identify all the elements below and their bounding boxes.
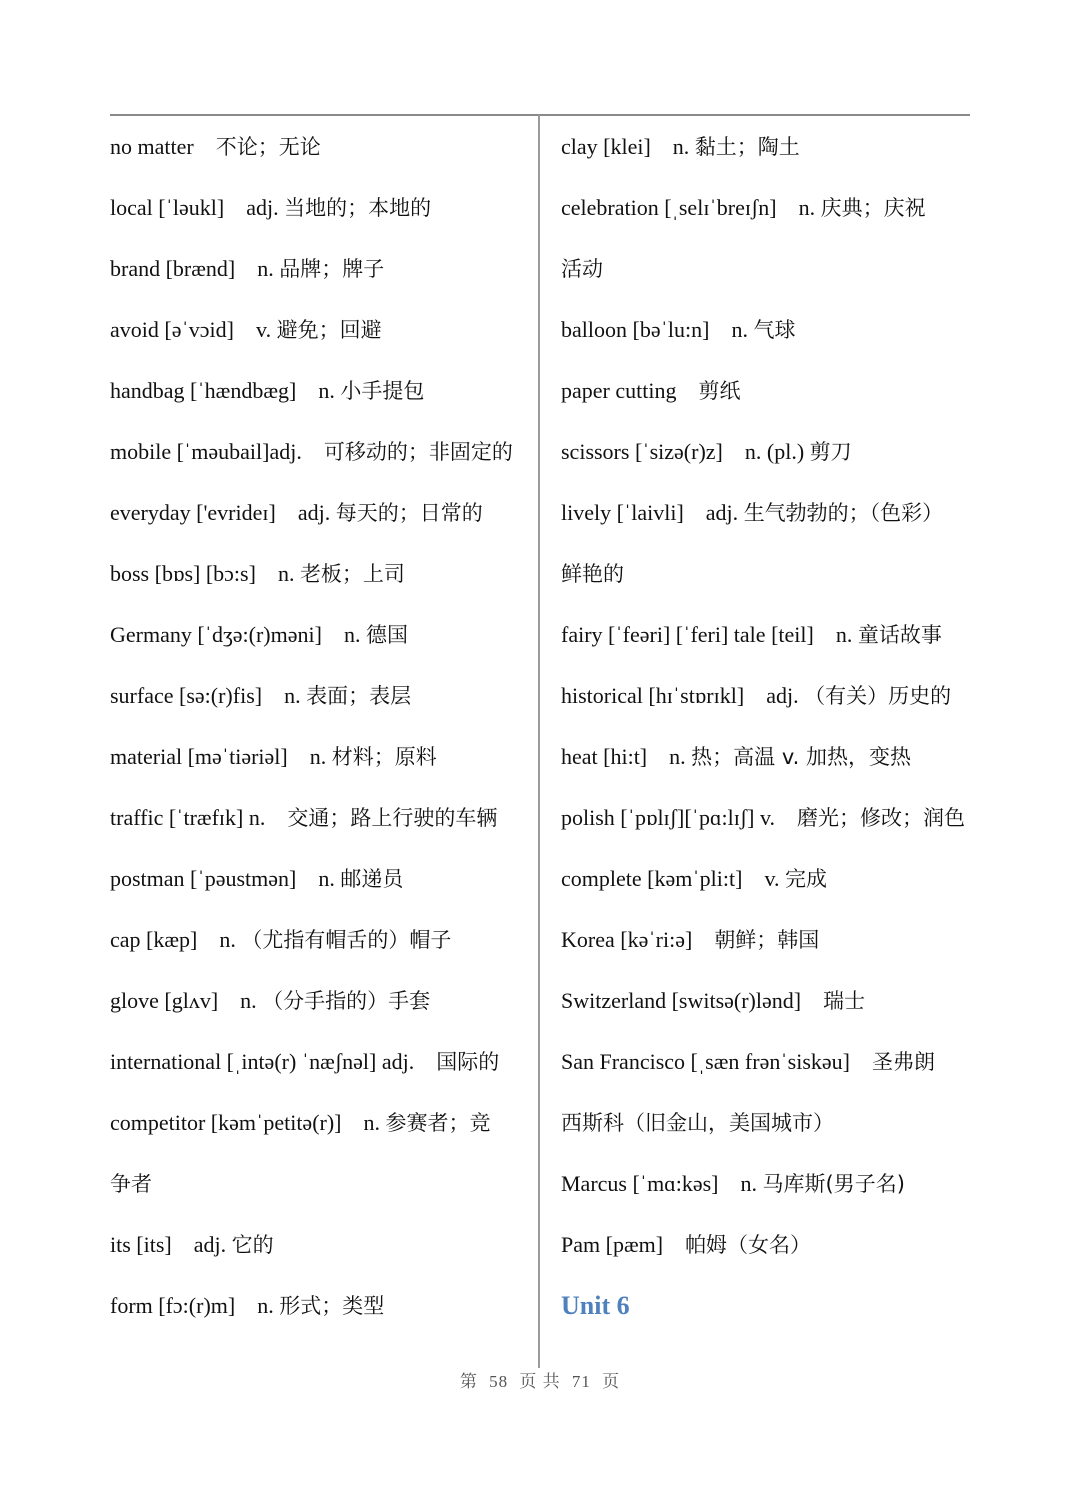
entry-word: scissors [ˈsizə(r)z] xyxy=(561,439,723,464)
entry-meaning: 瑞士 xyxy=(823,989,866,1013)
vocab-entry xyxy=(110,732,530,793)
part-of-speech: adj. xyxy=(193,1232,227,1257)
entry-word: cap [kæp] xyxy=(110,927,198,952)
vocab-entry xyxy=(561,915,976,976)
entry-word: international [ˌintə(r) ˈnæʃnəl] adj. xyxy=(110,1049,415,1074)
vocab-entry xyxy=(561,1037,976,1098)
entry-meaning: 每天的；日常的 xyxy=(335,501,483,525)
top-rule xyxy=(110,114,970,116)
part-of-speech: adj. xyxy=(766,683,799,708)
entry-word: brand [brænd] xyxy=(110,256,236,281)
part-of-speech: n. xyxy=(284,683,301,708)
vocab-entry xyxy=(561,1220,976,1281)
entry-meaning: （有关）历史的 xyxy=(804,684,952,708)
part-of-speech: n. xyxy=(240,988,257,1013)
entry-meaning: 交通；路上行驶的车辆 xyxy=(287,806,498,830)
entry-meaning: 完成 xyxy=(785,867,828,891)
entry-word: no matter xyxy=(110,134,194,159)
part-of-speech: n. xyxy=(277,561,295,586)
entry-meaning: （尤指有帽舌的）帽子 xyxy=(241,928,452,952)
entry-meaning: 帕姆（女名） xyxy=(685,1233,812,1257)
vocab-entry xyxy=(110,1098,530,1159)
entry-word: everyday ['evrideɪ] xyxy=(110,500,276,525)
entry-word: complete [kəmˈpli:t] xyxy=(561,866,743,891)
entry-word: Switzerland [switsə(r)lənd] xyxy=(561,988,802,1013)
vocab-entry xyxy=(110,488,530,549)
entry-meaning: 邮递员 xyxy=(340,867,404,891)
entry-meaning: 活动 xyxy=(561,257,603,281)
entry-word: Germany [ˈdʒə:(r)məni] xyxy=(110,622,322,647)
entry-word: form [fɔ:(r)m] xyxy=(110,1293,236,1318)
vocab-entry xyxy=(561,305,976,366)
entry-word: material [məˈtiəriəl] xyxy=(110,744,288,769)
entry-meaning: 圣弗朗 xyxy=(872,1050,935,1074)
part-of-speech: n. xyxy=(343,622,361,647)
part-of-speech: n. xyxy=(309,744,327,769)
vocab-entry xyxy=(110,1220,530,1281)
left-column xyxy=(110,122,530,1342)
vocab-entry xyxy=(561,1159,976,1220)
part-of-speech: n. xyxy=(219,927,236,952)
entry-meaning: 表面；表层 xyxy=(306,684,412,708)
part-of-speech: adj. xyxy=(246,195,279,220)
entry-meaning: 小手提包 xyxy=(340,379,425,403)
vocab-entry xyxy=(110,793,530,854)
part-of-speech: n. xyxy=(669,744,686,769)
vocab-entry xyxy=(110,1159,530,1220)
entry-meaning: 可移动的；非固定的 xyxy=(323,440,513,464)
part-of-speech: n. xyxy=(740,1171,758,1196)
vocab-entry xyxy=(561,793,976,854)
entry-meaning: 剪纸 xyxy=(698,379,741,403)
entry-meaning: 德国 xyxy=(365,623,408,647)
current-page: 58 xyxy=(489,1372,509,1391)
entry-meaning: 磨光；修改；润色 xyxy=(797,806,966,830)
part-of-speech: v. xyxy=(764,866,780,891)
page-footer xyxy=(0,1368,1080,1396)
vocab-entry xyxy=(561,427,976,488)
vocab-entry xyxy=(561,488,976,549)
entry-word: Korea [kəˈri:ə] xyxy=(561,927,693,952)
entry-word: traffic [ˈtræfɪk] n. xyxy=(110,805,266,830)
entry-meaning: 当地的；本地的 xyxy=(284,196,432,220)
vocab-entry xyxy=(110,549,530,610)
footer-suffix: 页 xyxy=(602,1372,621,1391)
entry-word: mobile [ˈməubail]adj. xyxy=(110,439,302,464)
total-pages: 71 xyxy=(571,1372,591,1391)
entry-word: polish [ˈpɒlɪʃ][ˈpɑ:lɪʃ] v. xyxy=(561,805,776,830)
entry-word: heat [hi:t] xyxy=(561,744,648,769)
vocab-entry xyxy=(561,244,976,305)
entry-meaning: 鲜艳的 xyxy=(561,562,624,586)
part-of-speech: v. xyxy=(256,317,272,342)
part-of-speech: n. xyxy=(798,195,816,220)
part-of-speech: n. xyxy=(257,256,274,281)
entry-word: celebration [ˌselɪˈbreɪʃn] xyxy=(561,195,777,220)
footer-mid: 页 共 xyxy=(519,1372,561,1391)
entry-meaning: 马库斯(男子名) xyxy=(762,1172,905,1196)
vocab-entry xyxy=(561,366,976,427)
vocab-entry xyxy=(110,122,530,183)
entry-meaning: 形式；类型 xyxy=(279,1294,385,1318)
entry-word: Pam [pæm] xyxy=(561,1232,664,1257)
entry-word: balloon [bəˈlu:n] xyxy=(561,317,710,342)
vocab-entry xyxy=(110,244,530,305)
vocab-entry xyxy=(110,976,530,1037)
part-of-speech: n. xyxy=(318,866,335,891)
vocab-entry xyxy=(110,305,530,366)
entry-word: competitor [kəmˈpetitə(r)] xyxy=(110,1110,342,1135)
entry-word: lively [ˈlaivli] xyxy=(561,500,684,525)
entry-word: handbag [ˈhændbæg] xyxy=(110,378,297,403)
entry-meaning: 童话故事 xyxy=(857,623,942,647)
entry-meaning: 庆典；庆祝 xyxy=(820,196,926,220)
vocab-entry xyxy=(561,854,976,915)
vocab-entry xyxy=(561,610,976,671)
vocab-entry xyxy=(561,122,976,183)
entry-word: paper cutting xyxy=(561,378,677,403)
entry-word: its [its] xyxy=(110,1232,172,1257)
entry-meaning: 品牌；牌子 xyxy=(279,257,385,281)
vocab-entry xyxy=(561,1098,976,1159)
footer-prefix: 第 xyxy=(459,1372,478,1391)
entry-word: glove [glʌv] xyxy=(110,988,219,1013)
entry-word: historical [hɪˈstɒrɪkl] xyxy=(561,683,745,708)
vocab-entry xyxy=(561,976,976,1037)
right-column xyxy=(561,122,976,1342)
entry-word: surface [sə:(r)fis] xyxy=(110,683,263,708)
vocab-entry xyxy=(110,366,530,427)
entry-meaning: 材料；原料 xyxy=(331,745,437,769)
entry-meaning: 气球 xyxy=(753,318,796,342)
vocab-entry xyxy=(110,610,530,671)
entry-meaning: 老板；上司 xyxy=(299,562,405,586)
entry-meaning: 它的 xyxy=(231,1233,274,1257)
entry-meaning: 争者 xyxy=(110,1172,152,1196)
entry-word: local [ˈləukl] xyxy=(110,195,225,220)
part-of-speech: adj. xyxy=(705,500,739,525)
vocab-entry xyxy=(110,183,530,244)
entry-meaning: 国际的 xyxy=(436,1050,500,1074)
part-of-speech: n. xyxy=(257,1293,274,1318)
entry-word: avoid [əˈvɔid] xyxy=(110,317,234,342)
part-of-speech: n. xyxy=(835,622,853,647)
entry-meaning: 不论；无论 xyxy=(215,135,321,159)
entry-meaning: 西斯科（旧金山，美国城市） xyxy=(561,1111,834,1135)
entry-word: boss [bɒs] [bɔ:s] xyxy=(110,561,256,586)
entry-word: clay [klei] xyxy=(561,134,651,159)
part-of-speech: n. xyxy=(731,317,748,342)
entry-word: postman [ˈpəustmən] xyxy=(110,866,297,891)
entry-meaning: （分手指的）手套 xyxy=(262,989,431,1013)
vocab-entry xyxy=(110,854,530,915)
part-of-speech: adj. xyxy=(297,500,331,525)
vocab-entry xyxy=(110,1281,530,1342)
entry-meaning: 参赛者；竞 xyxy=(385,1111,491,1135)
entry-meaning: 黏土；陶土 xyxy=(694,135,800,159)
part-of-speech: n. xyxy=(672,134,690,159)
vocab-entry xyxy=(110,671,530,732)
vocab-entry xyxy=(561,183,976,244)
entry-word: fairy [ˈfeəri] [ˈferi] tale [teil] xyxy=(561,622,814,647)
vocab-entry xyxy=(561,549,976,610)
entry-word: San Francisco [ˌsæn frənˈsiskəu] xyxy=(561,1049,850,1074)
entry-meaning: 避免；回避 xyxy=(276,318,382,342)
vocab-entry xyxy=(110,915,530,976)
vocab-entry xyxy=(561,671,976,732)
part-of-speech: n. xyxy=(363,1110,381,1135)
part-of-speech: n. (pl.) xyxy=(744,439,805,464)
entry-meaning: 剪刀 xyxy=(809,440,852,464)
part-of-speech: n. xyxy=(318,378,335,403)
column-divider xyxy=(538,115,540,1368)
entry-meaning: 热；高温 v. 加热，变热 xyxy=(691,745,911,769)
entry-meaning: 朝鲜；韩国 xyxy=(714,928,820,952)
section-heading: Unit 6 xyxy=(561,1291,630,1320)
entry-meaning: 生气勃勃的；（色彩） xyxy=(743,501,944,525)
entry-word: Marcus [ˈmɑ:kəs] xyxy=(561,1171,719,1196)
vocab-entry xyxy=(561,732,976,793)
vocab-entry xyxy=(110,1037,530,1098)
vocab-entry xyxy=(110,427,530,488)
